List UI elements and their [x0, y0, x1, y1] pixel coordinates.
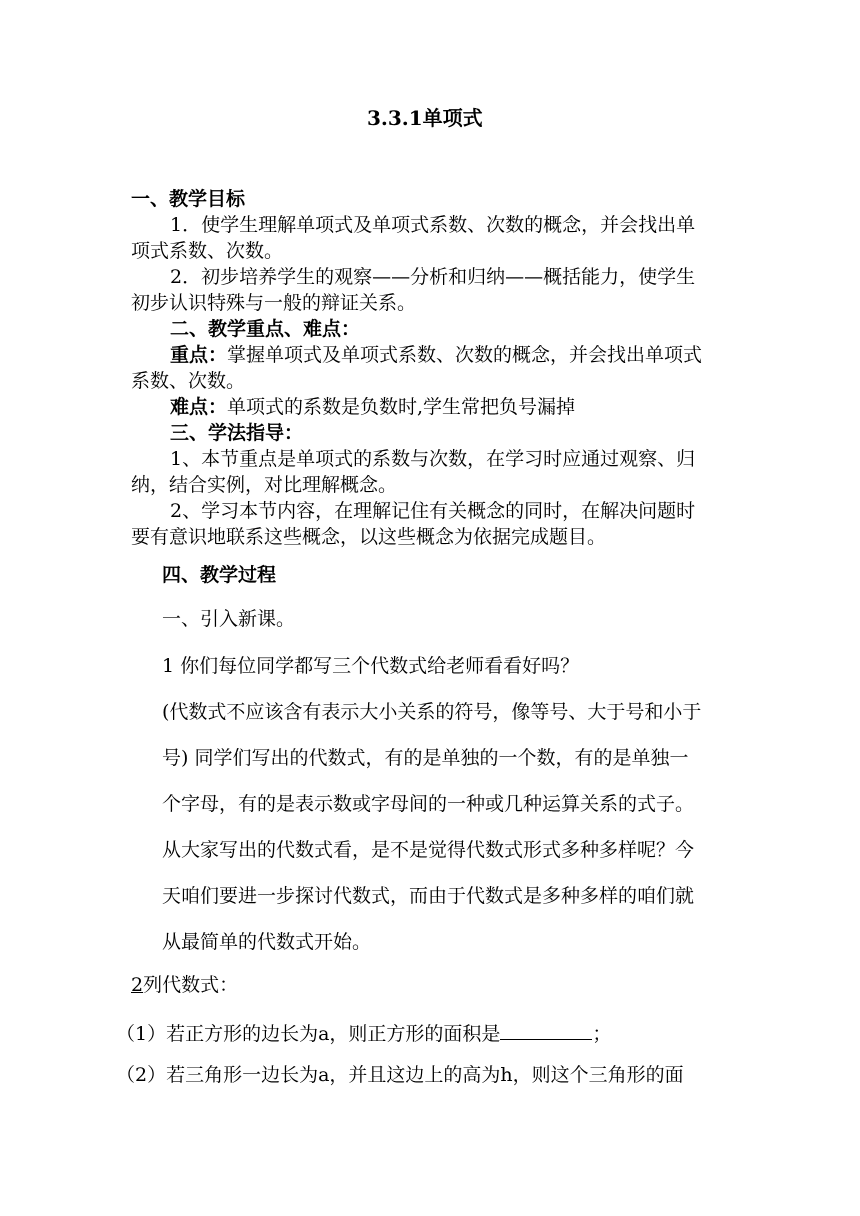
question-1: [116, 1021, 611, 1044]
section-heading-key-points: 二、教学重点、难点：: [170, 318, 361, 340]
method-2-line-1: 2、学习本节内容，在理解记住有关概念的同时，在解决问题时: [170, 500, 696, 522]
difficulty-label: 难点：: [170, 396, 228, 418]
key-point-line-1: [170, 346, 702, 365]
question-2: （2）若三角形一边长为a，并且这边上的高为h，则这个三角形的面: [116, 1064, 684, 1086]
paragraph-line-6: 从最简单的代数式开始。: [162, 931, 372, 953]
list-heading-text: 列代数式：: [143, 974, 239, 996]
intro-question: 1 你们每位同学都写三个代数式给老师看看好吗？: [162, 655, 580, 677]
difficulty-line: [170, 398, 575, 417]
section-heading-process: 四、教学过程: [162, 564, 277, 586]
difficulty-text: 单项式的系数是负数时,学生常把负号漏掉: [227, 396, 576, 418]
method-1-line-1: 1、本节重点是单项式的系数与次数，在学习时应通过观察、归: [170, 448, 696, 470]
list-number: 2: [131, 974, 144, 996]
answer-blank-1[interactable]: [500, 1021, 592, 1040]
paragraph-line-2: 号) 同学们写出的代数式，有的是单独的一个数，有的是单独一: [162, 747, 689, 769]
page-title: 3.3.1单项式: [367, 106, 483, 130]
list-heading: [131, 976, 238, 995]
key-point-label: 重点：: [170, 344, 228, 366]
goal-2-line-2: 初步认识特殊与一般的辩证关系。: [131, 292, 417, 314]
key-point-text: 掌握单项式及单项式系数、次数的概念，并会找出单项式: [227, 344, 703, 366]
question-1-text: （1）若正方形的边长为a，则正方形的面积是: [116, 1023, 501, 1045]
section-heading-goals: 一、教学目标: [131, 188, 246, 210]
goal-1-line-1: 1．使学生理解单项式及单项式系数、次数的概念，并会找出单: [170, 214, 696, 236]
goal-2-line-1: 2．初步培养学生的观察——分析和归纳——概括能力，使学生: [170, 266, 696, 288]
paragraph-line-3: 个字母，有的是表示数或字母间的一种或几种运算关系的式子。: [162, 793, 695, 815]
paragraph-line-1: (代数式不应该含有表示大小关系的符号，像等号、大于号和小于: [162, 701, 702, 723]
method-2-line-2: 要有意识地联系这些概念，以这些概念为依据完成题目。: [131, 526, 607, 548]
paragraph-line-5: 天咱们要进一步探讨代数式，而由于代数式是多种多样的咱们就: [162, 885, 695, 907]
question-1-end: ；: [592, 1023, 612, 1045]
method-1-line-2: 纳，结合实例，对比理解概念。: [131, 474, 398, 496]
key-point-line-2: 系数、次数。: [131, 370, 246, 392]
paragraph-line-4: 从大家写出的代数式看，是不是觉得代数式形式多种多样呢？今: [162, 839, 695, 861]
goal-1-line-2: 项式系数、次数。: [131, 240, 284, 262]
intro-heading: 一、引入新课。: [162, 608, 296, 630]
section-heading-study-method: 三、学法指导：: [170, 422, 304, 444]
